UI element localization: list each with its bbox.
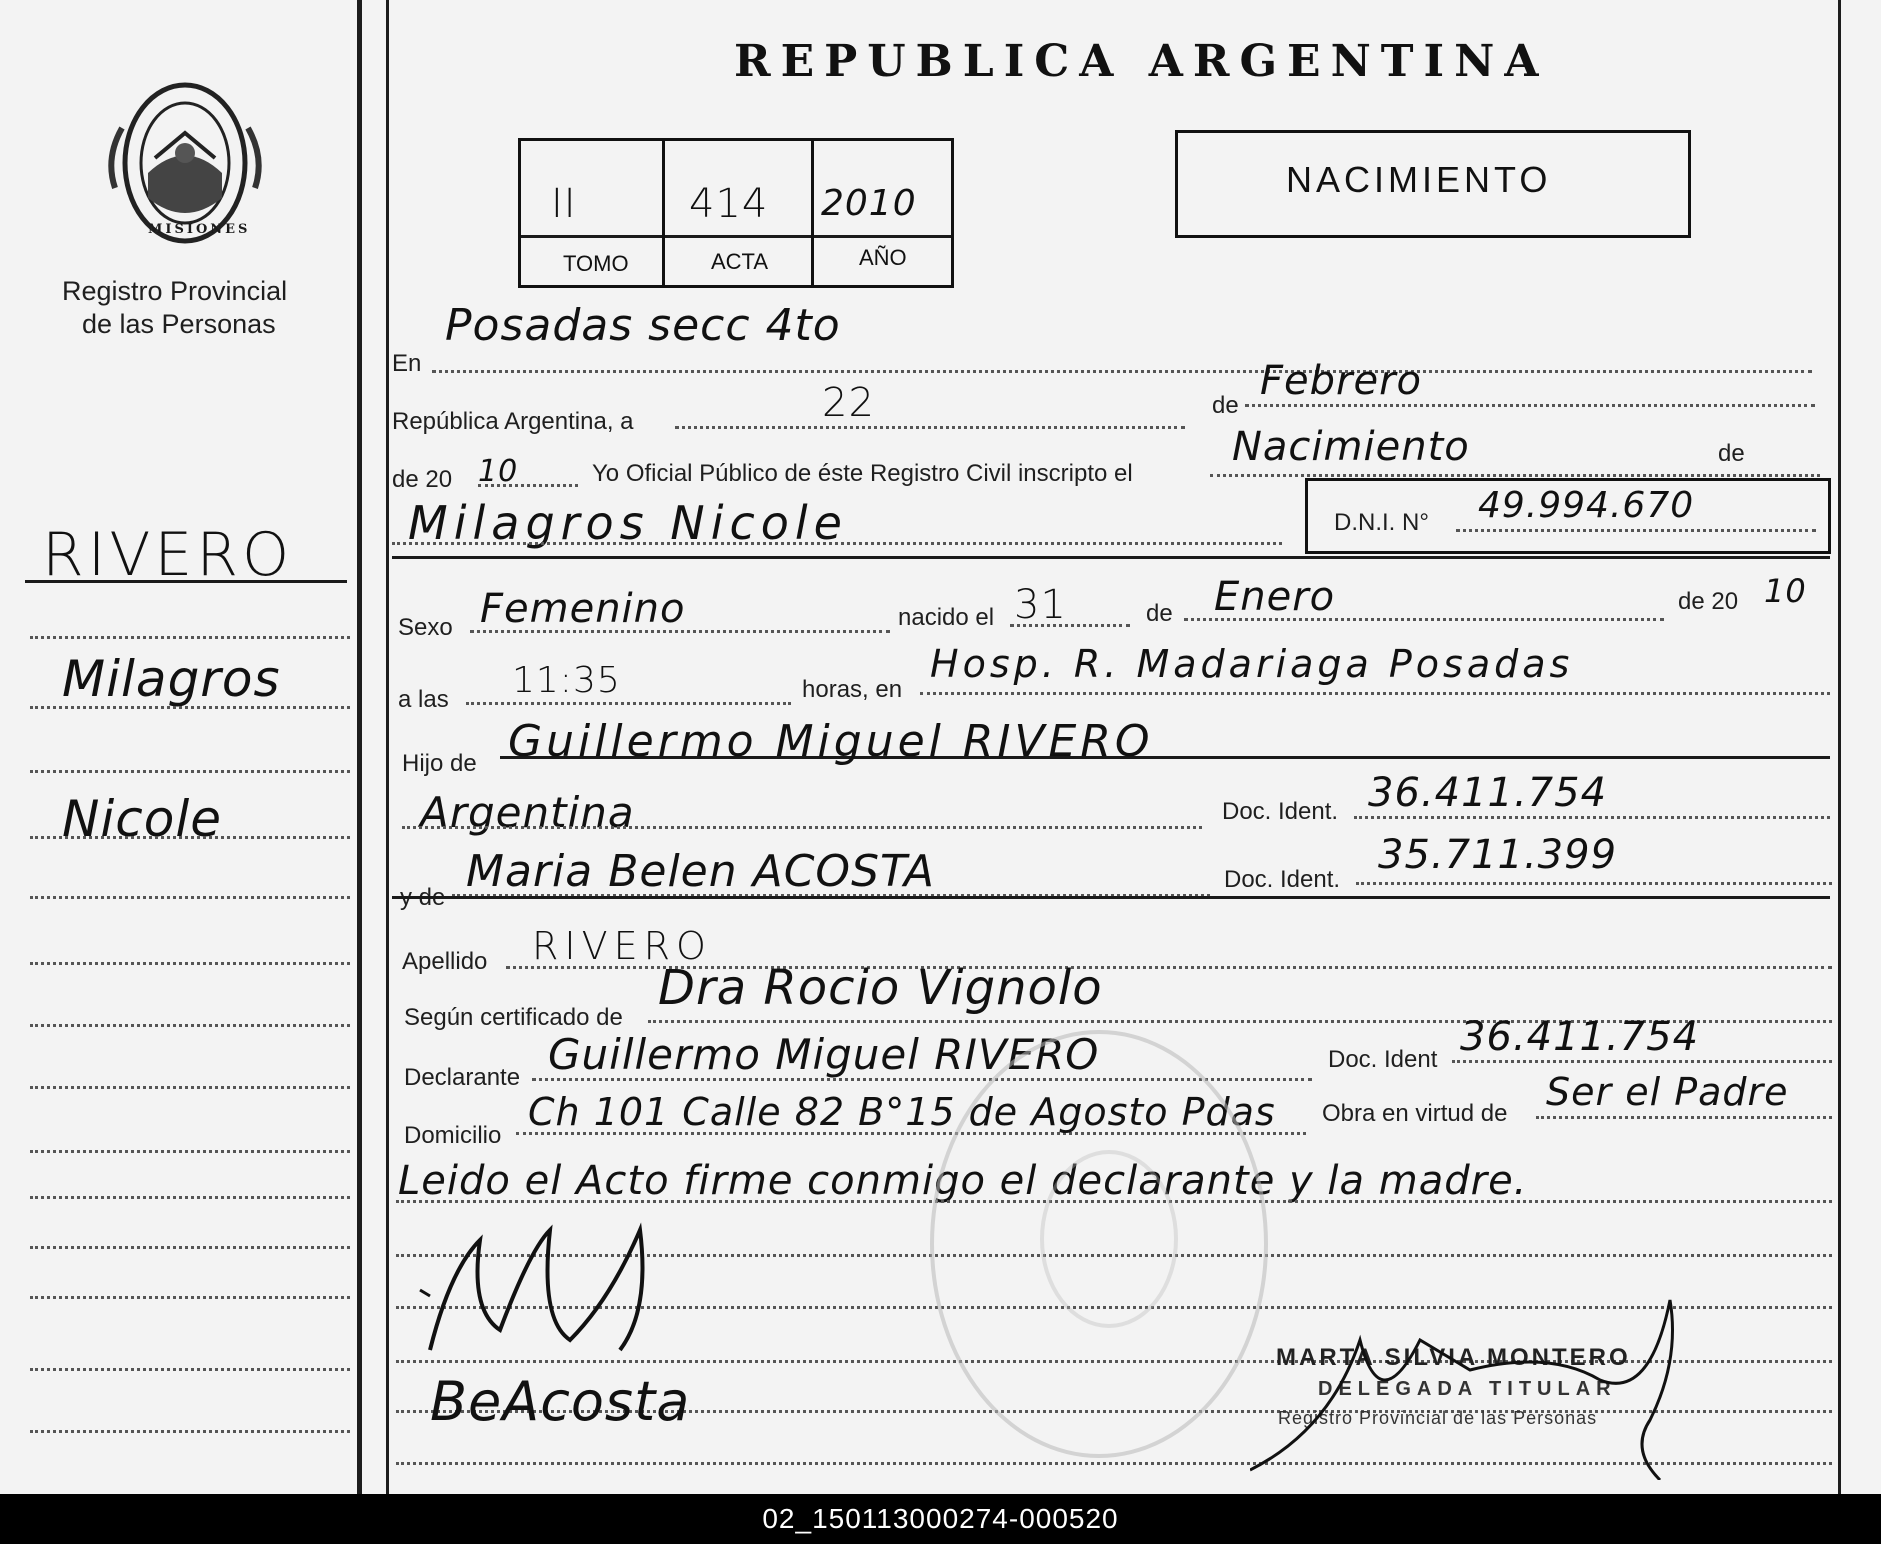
- anio-value: 2010: [821, 183, 917, 224]
- page-title: REPUBLICA ARGENTINA: [734, 36, 1549, 87]
- sidebar-line: [30, 962, 350, 965]
- sidebar-divider: [357, 0, 362, 1494]
- certificado-value: Dra Rocio Vignolo: [658, 960, 1103, 1016]
- padre-label: Hijo de: [402, 750, 477, 777]
- sidebar-name1: Milagros: [62, 650, 281, 708]
- anio-label: AÑO: [859, 245, 907, 270]
- year-label: de 20: [392, 466, 453, 493]
- padre-doc-line: [1354, 816, 1830, 819]
- section-divider: [392, 896, 1830, 899]
- official-role-stamp: DELEGADA TITULAR: [1318, 1378, 1617, 1400]
- nacido-day: 31: [1014, 582, 1067, 628]
- sexo-value: Femenino: [480, 586, 686, 632]
- dni-line: [1456, 529, 1816, 532]
- tomo-label: TOMO: [563, 251, 629, 276]
- fecha-month-line: [1245, 404, 1815, 407]
- declarante-label: Declarante: [404, 1064, 521, 1091]
- obra-label: Obra en virtud de: [1322, 1100, 1508, 1127]
- tomo-value: II: [551, 181, 577, 227]
- child-name-line: [392, 542, 1282, 545]
- acta-label: ACTA: [711, 249, 769, 274]
- certificado-label: Según certificado de: [404, 1004, 623, 1031]
- obra-line: [1536, 1116, 1832, 1119]
- declarante-signature: [410, 1210, 710, 1360]
- fecha-day: 22: [822, 380, 875, 426]
- apellido-value: RIVERO: [532, 924, 712, 968]
- declarante-doc: 36.411.754: [1460, 1014, 1700, 1060]
- box-divider: [521, 235, 951, 238]
- registry-number-box: [518, 138, 954, 288]
- horas-en-label: horas, en: [802, 676, 903, 703]
- fecha-month: Febrero: [1260, 358, 1422, 404]
- official-signature: [1250, 1280, 1750, 1480]
- madre-doc-line: [1356, 882, 1832, 885]
- registry-name-line2: de las Personas: [82, 309, 276, 339]
- fecha-day-line: [675, 426, 1185, 429]
- sidebar-line: [30, 706, 350, 709]
- domicilio-label: Domicilio: [404, 1122, 502, 1149]
- domicilio-value: Ch 101 Calle 82 B°15 de Agosto Pdas: [528, 1090, 1276, 1134]
- declarante-doc-line: [1452, 1060, 1832, 1063]
- declarante-doc-label: Doc. Ident: [1328, 1046, 1438, 1073]
- document-code-footer: 02_150113000274-000520: [0, 1494, 1881, 1544]
- sidebar-line: [30, 770, 350, 773]
- sidebar-line: [30, 1246, 350, 1249]
- en-line: [432, 370, 1812, 373]
- document-type: NACIMIENTO: [1286, 159, 1552, 200]
- sidebar-line: [30, 1196, 350, 1199]
- sidebar-line: [30, 1296, 350, 1299]
- registry-name: Registro Provincial: [62, 276, 288, 306]
- leido-text: Leido el Acto firme conmigo el declarante y la madre.: [398, 1158, 1528, 1204]
- dni-label: D.N.I. N°: [1334, 509, 1429, 536]
- box-cell-divider: [662, 141, 665, 285]
- sidebar-line: [30, 636, 350, 639]
- madre-signature: BeAcosta: [430, 1370, 691, 1433]
- sidebar-line: [30, 836, 350, 839]
- nacido-de-label: de: [1146, 600, 1173, 627]
- nacido-year: 10: [1764, 572, 1807, 610]
- dni-box: [1305, 478, 1831, 554]
- madre-value: Maria Belen ACOSTA: [466, 846, 935, 897]
- padre-doc: 36.411.754: [1368, 770, 1608, 816]
- obra-value: Ser el Padre: [1546, 1070, 1789, 1114]
- sidebar-line: [30, 1430, 350, 1433]
- padre-nacionalidad: Argentina: [420, 788, 635, 837]
- nacionalidad-line: [402, 826, 1202, 829]
- madre-doc: 35.711.399: [1378, 832, 1618, 878]
- padre-doc-label: Doc. Ident.: [1222, 798, 1339, 825]
- signature-icon: [410, 1210, 710, 1360]
- inscripto-value: Nacimiento: [1232, 424, 1470, 470]
- acta-value: 414: [689, 181, 769, 227]
- official-seal-inner: [1040, 1150, 1178, 1328]
- hora-line: [466, 702, 791, 705]
- en-value: Posadas secc 4to: [445, 300, 841, 351]
- section-divider: [392, 556, 1830, 559]
- sidebar-name2: Nicole: [62, 790, 223, 848]
- hora-value: 11:35: [512, 660, 621, 701]
- official-signature-icon: [1250, 1280, 1750, 1480]
- box-cell-divider: [811, 141, 814, 285]
- en-label: En: [392, 350, 422, 377]
- year-value: 10: [478, 454, 519, 489]
- sidebar-surname: RIVERO: [42, 520, 294, 590]
- child-full-name: Milagros Nicole: [408, 496, 848, 550]
- declarante-value: Guillermo Miguel RIVERO: [548, 1030, 1100, 1079]
- emblem-bottom-text: MISIONES: [148, 222, 251, 237]
- lugar-line: [920, 692, 1830, 695]
- sidebar-surname-underline: [25, 580, 347, 583]
- nacido-year-label: de 20: [1678, 588, 1739, 615]
- sidebar-line: [30, 1150, 350, 1153]
- lugar-value: Hosp. R. Madariaga Posadas: [930, 642, 1574, 686]
- sidebar-line: [30, 1368, 350, 1371]
- official-org-stamp: Registro Provincial de las Personas: [1278, 1408, 1598, 1428]
- madre-doc-label: Doc. Ident.: [1224, 866, 1341, 893]
- sidebar-line: [30, 1086, 350, 1089]
- sidebar-line: [30, 896, 350, 899]
- sexo-label: Sexo: [398, 614, 453, 641]
- inscripto-line: [1210, 474, 1820, 477]
- padre-value: Guillermo Miguel RIVERO: [508, 716, 1154, 767]
- hora-label: a las: [398, 686, 449, 713]
- nacido-month: Enero: [1214, 574, 1336, 620]
- sidebar-line: [30, 1024, 350, 1027]
- fecha-label: República Argentina, a: [392, 408, 634, 435]
- official-name-stamp: MARTA SILVIA MONTERO: [1276, 1344, 1631, 1371]
- document-type-box: [1175, 130, 1691, 238]
- nacido-label: nacido el: [898, 604, 995, 631]
- inscripto-de-label: de: [1718, 440, 1745, 467]
- madre-label: y de: [400, 884, 446, 911]
- apellido-label: Apellido: [402, 948, 488, 975]
- fecha-de-label: de: [1212, 392, 1239, 419]
- form-right-border: [1838, 0, 1841, 1494]
- dni-value: 49.994.670: [1478, 485, 1695, 526]
- oficial-text: Yo Oficial Público de éste Registro Civil inscripto el: [592, 460, 1133, 487]
- form-left-border: [386, 0, 389, 1494]
